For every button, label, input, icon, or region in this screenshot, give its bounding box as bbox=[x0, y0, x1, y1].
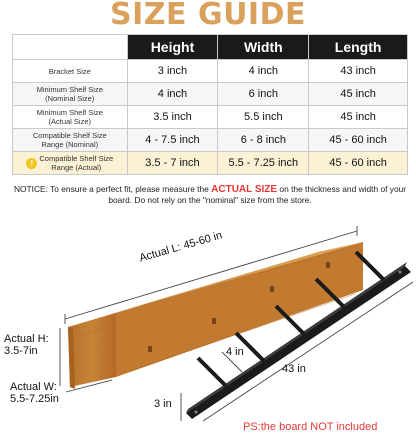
table-row bbox=[13, 152, 408, 175]
bracket-pin bbox=[198, 358, 226, 386]
cell-width: 6 - 8 inch bbox=[218, 129, 309, 152]
table-header-row bbox=[13, 35, 408, 60]
table-row bbox=[13, 106, 408, 129]
row-label-line: (Nominal Size) bbox=[45, 94, 95, 103]
notice-suffix: on the thickness and width of your board. Do not rely on the "nominal" size from the store. bbox=[108, 184, 407, 205]
table-row bbox=[13, 83, 408, 106]
cell-height: 3.5 inch bbox=[127, 106, 218, 129]
row-label-line: Compatible Shelf Size bbox=[39, 154, 114, 163]
row-label-line: (Actual Size) bbox=[48, 117, 92, 126]
notice-text bbox=[12, 184, 408, 206]
row-label-line: Minimum Shelf Size bbox=[36, 108, 103, 117]
notice-highlight: ACTUAL SIZE bbox=[211, 184, 278, 195]
notice-prefix: NOTICE: To ensure a perfect fit, please measure the bbox=[13, 184, 212, 194]
shelf-front-face bbox=[68, 313, 116, 387]
row-label-line: Range (Actual) bbox=[51, 163, 102, 172]
cell-height: 3 inch bbox=[127, 60, 218, 83]
cell-height: 3.5 - 7 inch bbox=[127, 152, 218, 175]
bracket-length-label: 43 in bbox=[282, 363, 306, 375]
table-row bbox=[13, 60, 408, 83]
actual-length-label: Actual L: 45-60 in bbox=[138, 229, 224, 265]
cell-height: 4 inch bbox=[127, 83, 218, 106]
size-table bbox=[12, 34, 408, 175]
row-label bbox=[13, 60, 128, 83]
shelf-hole bbox=[270, 286, 274, 292]
cell-width: 6 inch bbox=[218, 83, 309, 106]
shelf-hole bbox=[148, 346, 152, 352]
actual-height-label bbox=[4, 333, 49, 357]
row-label bbox=[13, 129, 128, 152]
cell-length: 43 inch bbox=[309, 60, 408, 83]
shelf-board bbox=[68, 242, 363, 389]
row-label bbox=[13, 106, 128, 129]
shelf-hole bbox=[212, 318, 216, 324]
cell-height: 4 - 7.5 inch bbox=[127, 129, 218, 152]
row-label bbox=[13, 83, 128, 106]
header-length: Length bbox=[309, 35, 408, 60]
pin-length-label: 4 in bbox=[226, 346, 244, 358]
row-label-line: Compatible Shelf Size bbox=[32, 131, 107, 140]
cell-width: 5.5 - 7.25 inch bbox=[218, 152, 309, 175]
header-width: Width bbox=[218, 35, 309, 60]
actual-height-line2: 3.5-7in bbox=[4, 345, 38, 357]
cell-width: 5.5 inch bbox=[218, 106, 309, 129]
row-label-line: Range (Nominal) bbox=[41, 140, 99, 149]
header-height: Height bbox=[127, 35, 218, 60]
cell-length: 45 inch bbox=[309, 83, 408, 106]
actual-width-label bbox=[10, 381, 59, 405]
shelf-hole bbox=[326, 262, 330, 268]
cell-length: 45 - 60 inch bbox=[309, 152, 408, 175]
row-label bbox=[13, 152, 128, 175]
row-label-line: Minimum Shelf Size bbox=[36, 85, 103, 94]
actual-width-line2: 5.5-7.25in bbox=[10, 393, 59, 405]
table-header-blank bbox=[13, 35, 128, 60]
cell-length: 45 inch bbox=[309, 106, 408, 129]
actual-width-line1: Actual W: bbox=[10, 381, 57, 393]
cell-length: 45 - 60 inch bbox=[309, 129, 408, 152]
table-row bbox=[13, 129, 408, 152]
page-title: SIZE GUIDE bbox=[109, 0, 306, 32]
row-label-line: Bracket Size bbox=[48, 66, 91, 76]
bracket-height-label: 3 in bbox=[154, 398, 172, 410]
actual-height-line1: Actual H: bbox=[4, 333, 49, 345]
cell-width: 4 inch bbox=[218, 60, 309, 83]
warning-icon: ! bbox=[26, 158, 37, 169]
footer-note: PS:the board NOT included bbox=[243, 421, 378, 433]
